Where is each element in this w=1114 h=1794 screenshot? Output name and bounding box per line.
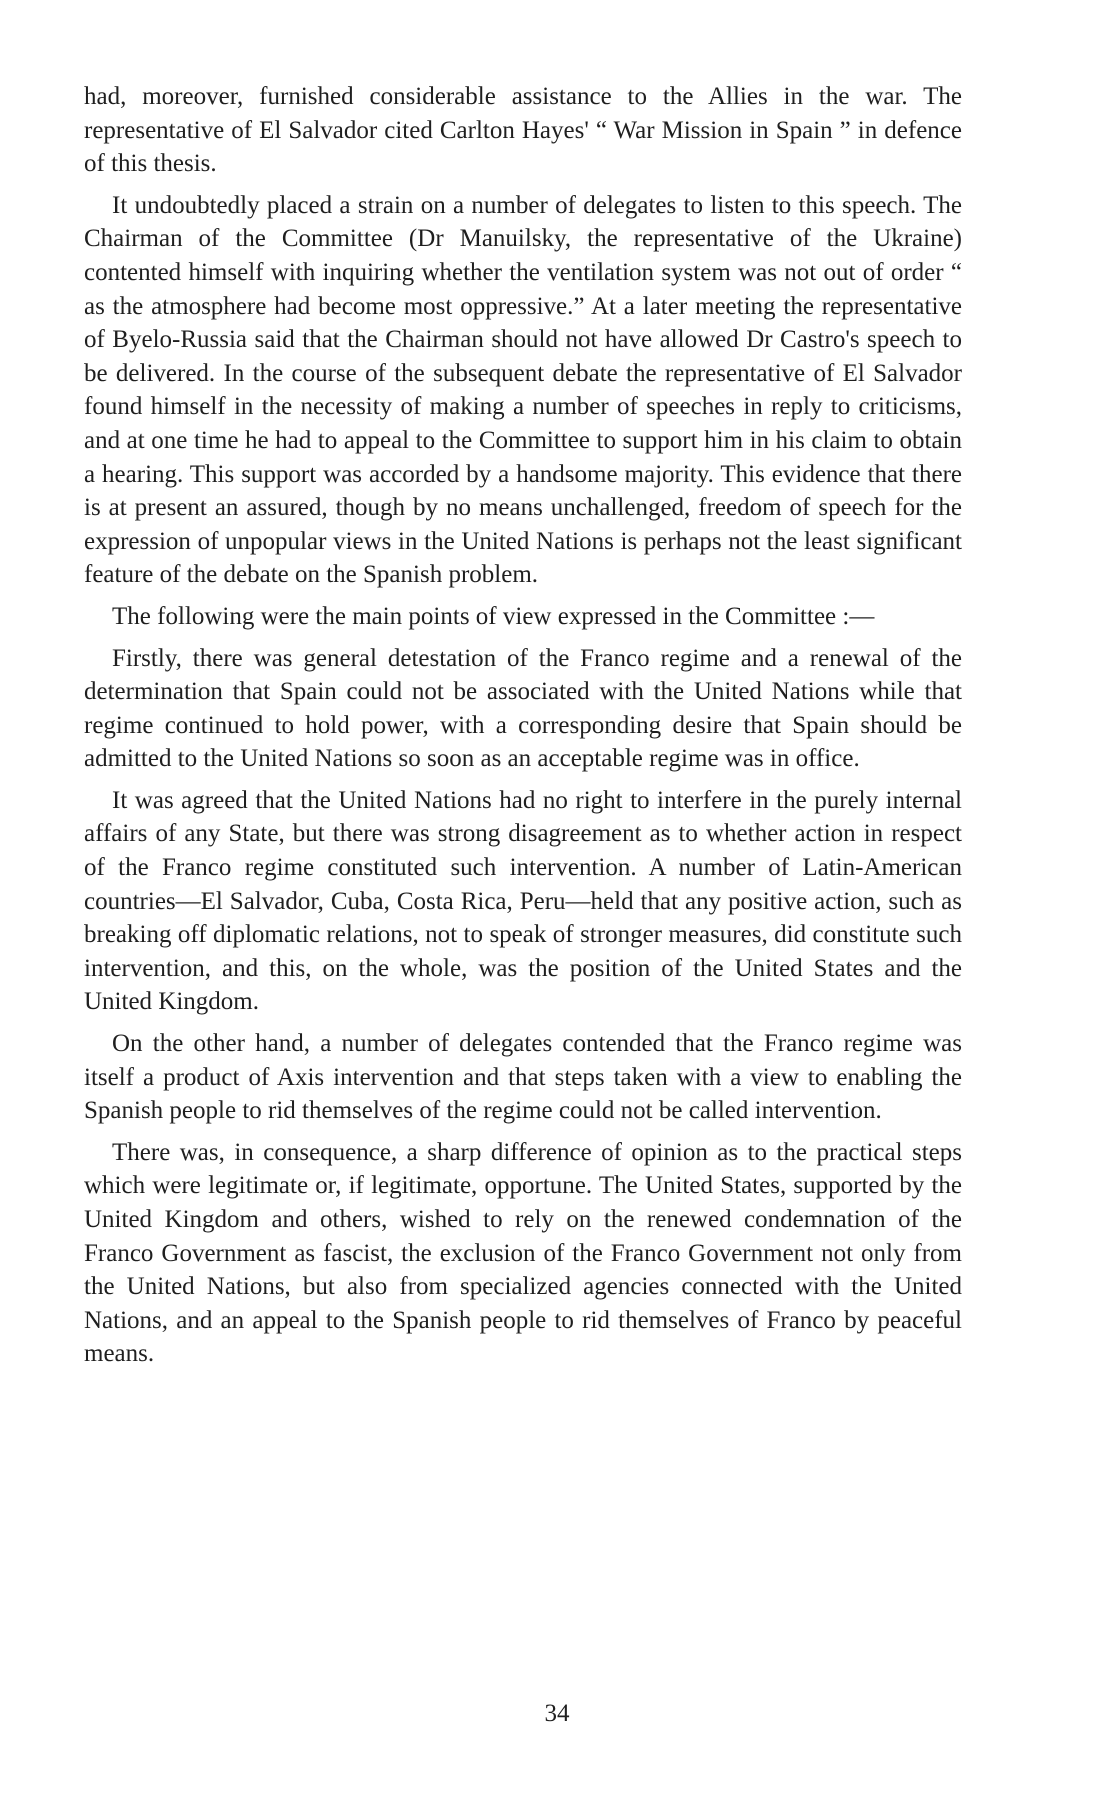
paragraph-other-hand: On the other hand, a number of delegates contended that the Franco regime was itself a product of Axis intervention and that steps taken with a view to enabling the Spanish people to rid themselves of the regime could not be called intervention. bbox=[84, 1030, 962, 1125]
document-body bbox=[84, 80, 962, 1379]
paragraph-castro-speech: It undoubtedly placed a strain on a number of delegates to listen to this speech. The Chairman of the Committee (Dr Manuilsky, the representative of the Ukraine) contented himself with inquiring whether the ventilation system was not out of order “ as the atmosphere had become most oppressive.” At a later meeting the representative of Byelo-Russia said that the Chairman should not have allowed Dr Castro's speech to be delivered. In the course of the subsequent debate the representative of El Salvador found himself in the necessity of making a number of speeches in reply to criticisms, and at one time he had to appeal to the Committee to support him in his claim to obtain a hearing. This support was accorded by a handsome majority. This evidence that there is at present an assured, though by no means unchallenged, freedom of speech for the expression of unpopular views in the United Nations is perhaps not the least significant feature of the debate on the Spanish problem. bbox=[84, 191, 962, 589]
paragraph-intervention: It was agreed that the United Nations had no right to interfere in the purely internal affairs of any State, but there was strong disagreement as to whether action in respect of the Franco regime constituted such intervention. A number of Latin-American countries—El Salvador, Cuba, Costa Rica, Peru—held that any positive action, such as breaking off diplomatic relations, not to speak of stronger measures, did constitute such intervention, and this, on the whole, was the position of the United States and the United Kingdom. bbox=[84, 786, 962, 1016]
paragraph-firstly: Firstly, there was general detestation of the Franco regime and a renewal of the determination that Spain could not be associated with the United Nations while that regime continued to hold power, with a corresponding desire that Spain should be admitted to the United Nations so soon as an acceptable regime was in office. bbox=[84, 644, 962, 773]
paragraph-consequence: There was, in consequence, a sharp difference of opinion as to the practical steps which were legitimate or, if legitimate, opportune. The United States, supported by the United Kingdom and others, wished to rely on the renewed condemnation of the Franco Government as fascist, the exclusion of the Franco Government not only from the United Nations, but also from specialized agencies connected with the United Nations, and an appeal to the Spanish people to rid themselves of Franco by peaceful means. bbox=[84, 1138, 962, 1368]
page-number: 34 bbox=[544, 1700, 570, 1727]
paragraph-continuation: had, moreover, furnished considerable assistance to the Allies in the war. The representative of El Salvador cited Carlton Hayes' “ War Mission in Spain ” in defence of this thesis. bbox=[84, 83, 962, 178]
paragraph-points-intro: The following were the main points of view expressed in the Committee :— bbox=[112, 602, 875, 630]
